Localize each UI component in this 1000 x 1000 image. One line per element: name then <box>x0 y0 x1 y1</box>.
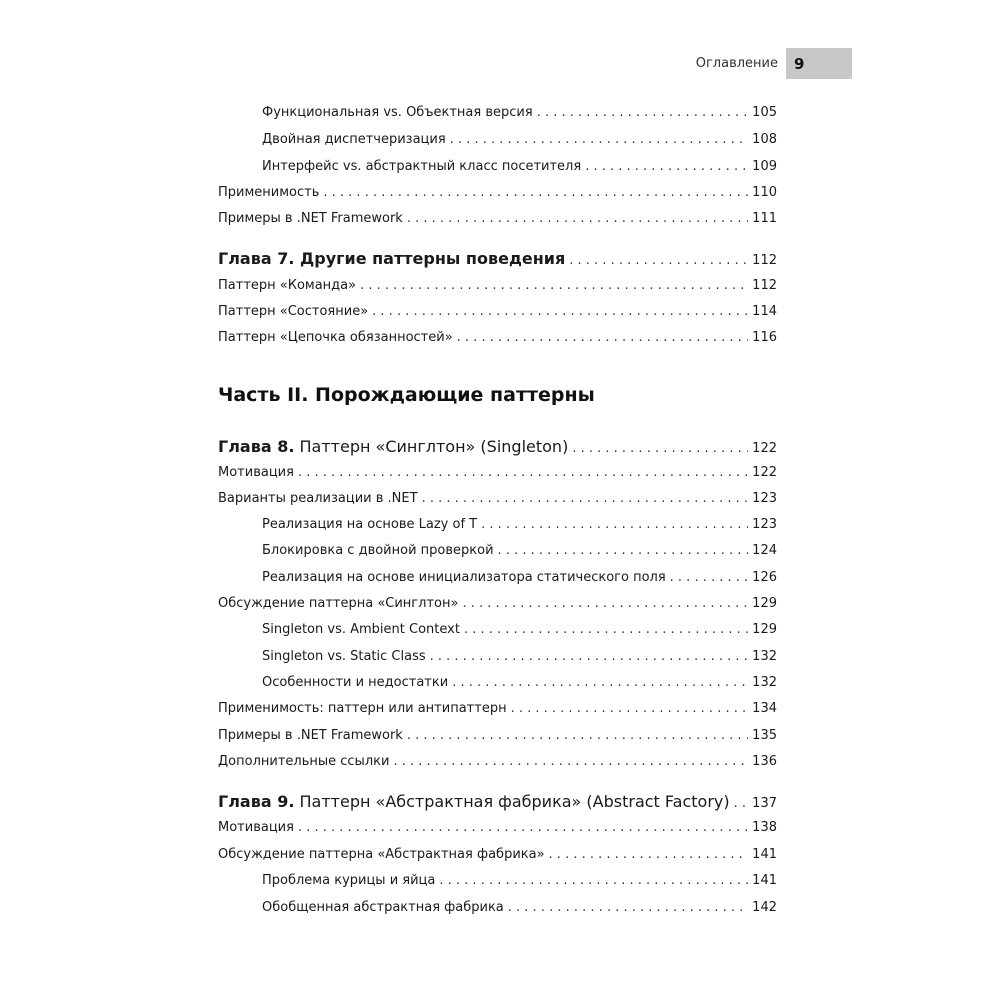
toc-page-number: 136 <box>752 754 777 769</box>
toc-entry-title: Паттерн «Цепочка обязанностей» <box>218 330 453 345</box>
toc-page-number: 132 <box>752 675 777 690</box>
toc-leader-dots <box>407 727 748 745</box>
toc-leader-dots <box>323 184 748 202</box>
toc-leader-dots <box>298 819 748 837</box>
toc-entry-title: Реализация на основе Lazy of T <box>262 517 478 532</box>
toc-entry[interactable] <box>218 595 777 613</box>
toc-leader-dots <box>508 899 748 917</box>
toc-entry[interactable] <box>218 210 777 228</box>
toc-entry[interactable] <box>218 819 777 837</box>
toc-entry-title: Варианты реализации в .NET <box>218 491 418 506</box>
toc-page-number: 138 <box>752 820 777 835</box>
toc-page-number: 137 <box>752 796 777 811</box>
toc-page-number: 134 <box>752 701 777 716</box>
toc-entry-title: Singleton vs. Ambient Context <box>262 622 460 637</box>
toc-entry-title: Обсуждение паттерна «Синглтон» <box>218 596 459 611</box>
toc-chapter-number: Глава 8. <box>218 437 295 456</box>
toc-page-number: 114 <box>752 304 777 319</box>
toc-leader-dots <box>511 700 749 718</box>
toc-leader-dots <box>569 250 748 271</box>
toc-entry[interactable] <box>218 184 777 202</box>
toc-entry[interactable] <box>218 464 777 482</box>
toc-entry[interactable] <box>262 899 777 917</box>
toc-entry[interactable] <box>218 303 777 321</box>
page-number-badge: 9 <box>786 48 852 79</box>
toc-entry[interactable] <box>262 674 777 692</box>
toc-entry-title: Двойная диспетчеризация <box>262 132 446 147</box>
toc-leader-dots <box>430 648 749 666</box>
toc-entry-title: Мотивация <box>218 820 294 835</box>
toc-entry[interactable] <box>262 542 777 560</box>
toc-chapter-title: Паттерн «Абстрактная фабрика» (Abstract Factory) <box>294 792 730 811</box>
toc-entry-title: Примеры в .NET Framework <box>218 211 403 226</box>
toc-page-number: 105 <box>752 105 777 120</box>
toc-entry[interactable] <box>262 104 777 122</box>
toc-page-number: 142 <box>752 900 777 915</box>
toc-entry-title: Singleton vs. Static Class <box>262 649 426 664</box>
toc-entry-title: Интерфейс vs. абстрактный класс посетителя <box>262 159 582 174</box>
toc-leader-dots <box>462 595 748 613</box>
toc-leader-dots <box>585 158 748 176</box>
toc-leader-dots <box>439 872 748 890</box>
toc-page-number: 129 <box>752 596 777 611</box>
toc-page-number: 123 <box>752 491 777 506</box>
toc-page-number: 124 <box>752 543 777 558</box>
toc-chapter-entry[interactable] <box>218 791 777 814</box>
part-title: Часть II. Порождающие паттерны <box>218 384 595 406</box>
toc-leader-dots <box>457 329 749 347</box>
toc-entry[interactable] <box>218 490 777 508</box>
toc-chapter-entry[interactable] <box>218 248 777 271</box>
toc-entry[interactable] <box>218 727 777 745</box>
toc-leader-dots <box>464 621 748 639</box>
toc-leader-dots <box>572 438 748 459</box>
toc-entry-title: Обсуждение паттерна «Абстрактная фабрика» <box>218 847 545 862</box>
toc-leader-dots <box>407 210 748 228</box>
toc-entry-title: Проблема курицы и яйца <box>262 873 436 888</box>
toc-entry-title: Паттерн «Состояние» <box>218 304 369 319</box>
toc-page-number: 141 <box>752 873 777 888</box>
toc-entry-title: Блокировка с двойной проверкой <box>262 543 494 558</box>
toc-leader-dots <box>734 793 749 814</box>
toc-entry[interactable] <box>218 753 777 771</box>
toc-leader-dots <box>360 277 748 295</box>
toc-entry-title: Примеры в .NET Framework <box>218 728 403 743</box>
toc-chapter-number: Глава 7. <box>218 249 295 268</box>
toc-leader-dots <box>537 104 748 122</box>
toc-page-number: 108 <box>752 132 777 147</box>
toc-chapter-title: Паттерн «Синглтон» (Singleton) <box>294 437 569 456</box>
toc-leader-dots <box>481 516 748 534</box>
toc-page-number: 109 <box>752 159 777 174</box>
toc-entry[interactable] <box>262 621 777 639</box>
running-title: Оглавление <box>695 56 778 71</box>
toc-entry[interactable] <box>262 872 777 890</box>
toc-page-number: 112 <box>752 278 777 293</box>
toc-page-number: 126 <box>752 570 777 585</box>
toc-leader-dots <box>298 464 748 482</box>
toc-entry[interactable] <box>262 648 777 666</box>
toc-page-number: 116 <box>752 330 777 345</box>
toc-leader-dots <box>372 303 748 321</box>
toc-leader-dots <box>450 131 749 149</box>
toc-entry-title: Мотивация <box>218 465 294 480</box>
toc-leader-dots <box>498 542 749 560</box>
toc-entry[interactable] <box>218 277 777 295</box>
toc-entry-title: Реализация на основе инициализатора статического поля <box>262 570 666 585</box>
toc-leader-dots <box>422 490 749 508</box>
toc-entry-title: Дополнительные ссылки <box>218 754 390 769</box>
toc-entry[interactable] <box>262 158 777 176</box>
toc-entry-title: Применимость: паттерн или антипаттерн <box>218 701 507 716</box>
toc-entry[interactable] <box>262 131 777 149</box>
toc-page-number: 111 <box>752 211 777 226</box>
toc-chapter-number: Глава 9. <box>218 792 295 811</box>
toc-entry[interactable] <box>262 516 777 534</box>
toc-entry[interactable] <box>218 329 777 347</box>
toc-leader-dots <box>549 846 749 864</box>
toc-leader-dots <box>393 753 748 771</box>
toc-page-number: 122 <box>752 441 777 456</box>
toc-entry[interactable] <box>218 846 777 864</box>
toc-chapter-title: Другие паттерны поведения <box>294 249 566 268</box>
toc-page-number: 110 <box>752 185 777 200</box>
toc-page-number: 123 <box>752 517 777 532</box>
toc-entry-title: Применимость <box>218 185 320 200</box>
toc-chapter-entry[interactable] <box>218 436 777 459</box>
toc-page-number: 135 <box>752 728 777 743</box>
toc-page-number: 129 <box>752 622 777 637</box>
toc-entry[interactable] <box>218 700 777 718</box>
toc-leader-dots <box>670 569 749 587</box>
toc-leader-dots <box>452 674 748 692</box>
toc-page-number: 122 <box>752 465 777 480</box>
toc-page-number: 132 <box>752 649 777 664</box>
toc-entry-title: Паттерн «Команда» <box>218 278 357 293</box>
toc-entry-title: Функциональная vs. Объектная версия <box>262 105 533 120</box>
toc-entry-title: Обобщенная абстрактная фабрика <box>262 900 504 915</box>
toc-entry[interactable] <box>262 569 777 587</box>
toc-page-number: 141 <box>752 847 777 862</box>
toc-entry-title: Особенности и недостатки <box>262 675 449 690</box>
toc-page-number: 112 <box>752 253 777 268</box>
